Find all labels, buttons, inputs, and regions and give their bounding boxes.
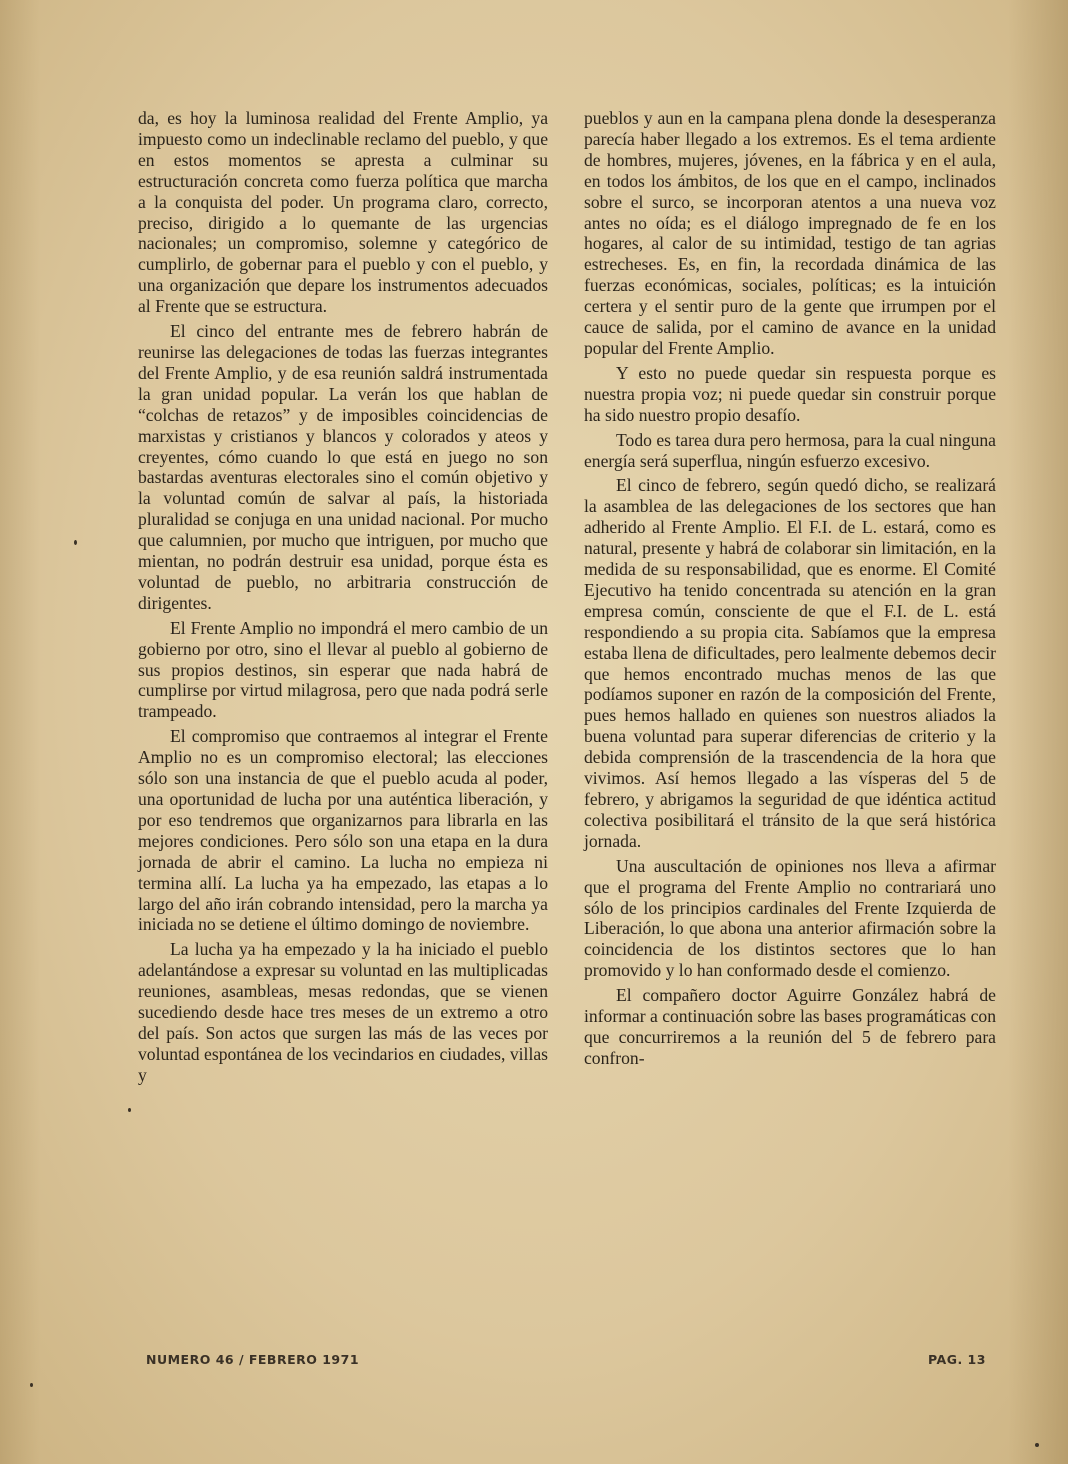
left-text-column bbox=[138, 108, 548, 1090]
paragraph: Todo es tarea dura pero hermosa, para la cual ninguna energía será superflua, ningún esfuerzo excesivo. bbox=[584, 429, 996, 471]
paragraph: El cinco de febrero, según quedó dicho, se realizará la asamblea de las delegaciones de los sectores que han adherido al Frente Amplio. El F.I. de L. estará, como es natural, presente y habrá de colaborar sin limitación, en la medida de su responsabilidad, que es enorme. El Comité Ejecutivo ha tenido concentrada su atención en la gran empresa común, consciente de que el F.I. de L. está respondiendo a su propia cita. Sabíamos que la empresa estaba llena de dificultades, pero lealmente debemos decir que hemos encontrado muchas menos de las que podíamos suponer en razón de la composición del Frente, pues hemos hallado en quienes son nuestros aliados la buena voluntad para superar diferencias de criterio y la debida comprensión de la trascendencia de la hora que vivimos. Así hemos llegado a las vísperas del 5 de febrero, y abrigamos la seguridad de que idéntica actitud colectiva posibilitará el tránsito de la que será histórica jornada. bbox=[584, 475, 996, 851]
paragraph: El compromiso que contraemos al integrar el Frente Amplio no es un compromiso electoral; las elecciones sólo son una instancia de que el pueblo acuda al poder, una oportunidad de lucha por una auténtica liberación, y por eso tendremos que organizarnos para librarla en las mejores condiciones. Pero sólo son una etapa en la dura jornada de abrir el camino. La lucha no empieza ni termina allí. La lucha ya ha empezado, las etapas a lo largo del año irán cobrando intensidad, pero la marcha ya iniciada no se detiene el último domingo de noviembre. bbox=[138, 726, 548, 935]
page-number: PAG. 13 bbox=[928, 1352, 986, 1367]
paragraph: da, es hoy la luminosa realidad del Frente Amplio, ya impuesto como un indeclinable reclamo del pueblo, y que en estos momentos se apresta a culminar su estructuración concreta como fuerza política que marcha a la conquista del poder. Un programa claro, correcto, preciso, dirigido a lo quemante de las urgencias nacionales; un compromiso, solemne y categórico de cumplirlo, de gobernar para el pueblo y con el pueblo, y una organización que depare los instrumentos adecuados al Frente que se estructura. bbox=[138, 108, 548, 317]
paragraph: Y esto no puede quedar sin respuesta porque es nuestra propia voz; ni puede quedar sin construir porque ha sido nuestro propio desafío. bbox=[584, 362, 996, 425]
print-speck bbox=[74, 540, 77, 545]
print-speck bbox=[30, 1383, 33, 1387]
print-speck bbox=[128, 1108, 131, 1112]
issue-footer: NUMERO 46 / FEBRERO 1971 bbox=[146, 1352, 360, 1367]
print-speck bbox=[1035, 1443, 1039, 1447]
paragraph: pueblos y aun en la campana plena donde la desesperanza parecía haber llegado a los extremos. Es el tema ardiente de hombres, mujeres, jóvenes, en la fábrica y en el aula, en todos los ámbitos, de los que en el campo, inclinados sobre el surco, se incorporan atentos a una nueva voz antes no oída; es el diálogo impregnado de fe en los hogares, al calor de su intimidad, testigo de tan agrias estrecheses. Es, en fin, la recordada dinámica de las fuerzas económicas, sociales, políticas; es la intuición certera y el sentir puro de la gente que irrumpen por el cauce de salida, por el camino de avance en la unidad popular del Frente Amplio. bbox=[584, 108, 996, 358]
paragraph: Una auscultación de opiniones nos lleva a afirmar que el programa del Frente Amplio no contrariará uno sólo de los principios cardinales del Frente Izquierda de Liberación, lo que abona una anterior afirmación sobre la coincidencia de los distintos sectores que lo han promovido y lo han conformado desde el comienzo. bbox=[584, 855, 996, 981]
paragraph: El Frente Amplio no impondrá el mero cambio de un gobierno por otro, sino el llevar al pueblo al gobierno de sus propios destinos, sin esperar que nada habrá de cumplirse por virtud milagrosa, pero que nada podrá serle trampeado. bbox=[138, 617, 548, 722]
paragraph: El compañero doctor Aguirre González habrá de informar a continuación sobre las bases programáticas con que concurriremos a la reunión del 5 de febrero para confron- bbox=[584, 985, 996, 1068]
right-text-column bbox=[584, 108, 996, 1073]
paragraph: El cinco del entrante mes de febrero habrán de reunirse las delegaciones de todas las fuerzas integrantes del Frente Amplio, y de esa reunión saldrá instrumentada la gran unidad popular. La verán los que hablan de “colchas de retazos” y de imposibles coincidencias de marxistas y cristianos y blancos y colorados y ateos y creyentes, cómo cuando lo que está en juego no son bastardas aventuras electorales sino el común objetivo y la voluntad común de salvar al país, la historiada pluralidad se conjuga en una unidad nacional. Por mucho que calumnien, por mucho que intriguen, por mucho que mientan, no podrán destruir esa unidad, porque ésta es voluntad de pueblo, no arbitraria construcción de dirigentes. bbox=[138, 321, 548, 613]
paragraph: La lucha ya ha empezado y la ha iniciado el pueblo adelantándose a expresar su voluntad en las multiplicadas reuniones, asambleas, mesas redondas, que se vienen sucediendo desde hace tres meses de un extremo a otro del país. Son actos que surgen las más de las veces por voluntad espontánea de los vecindarios en ciudades, villas y bbox=[138, 939, 548, 1085]
